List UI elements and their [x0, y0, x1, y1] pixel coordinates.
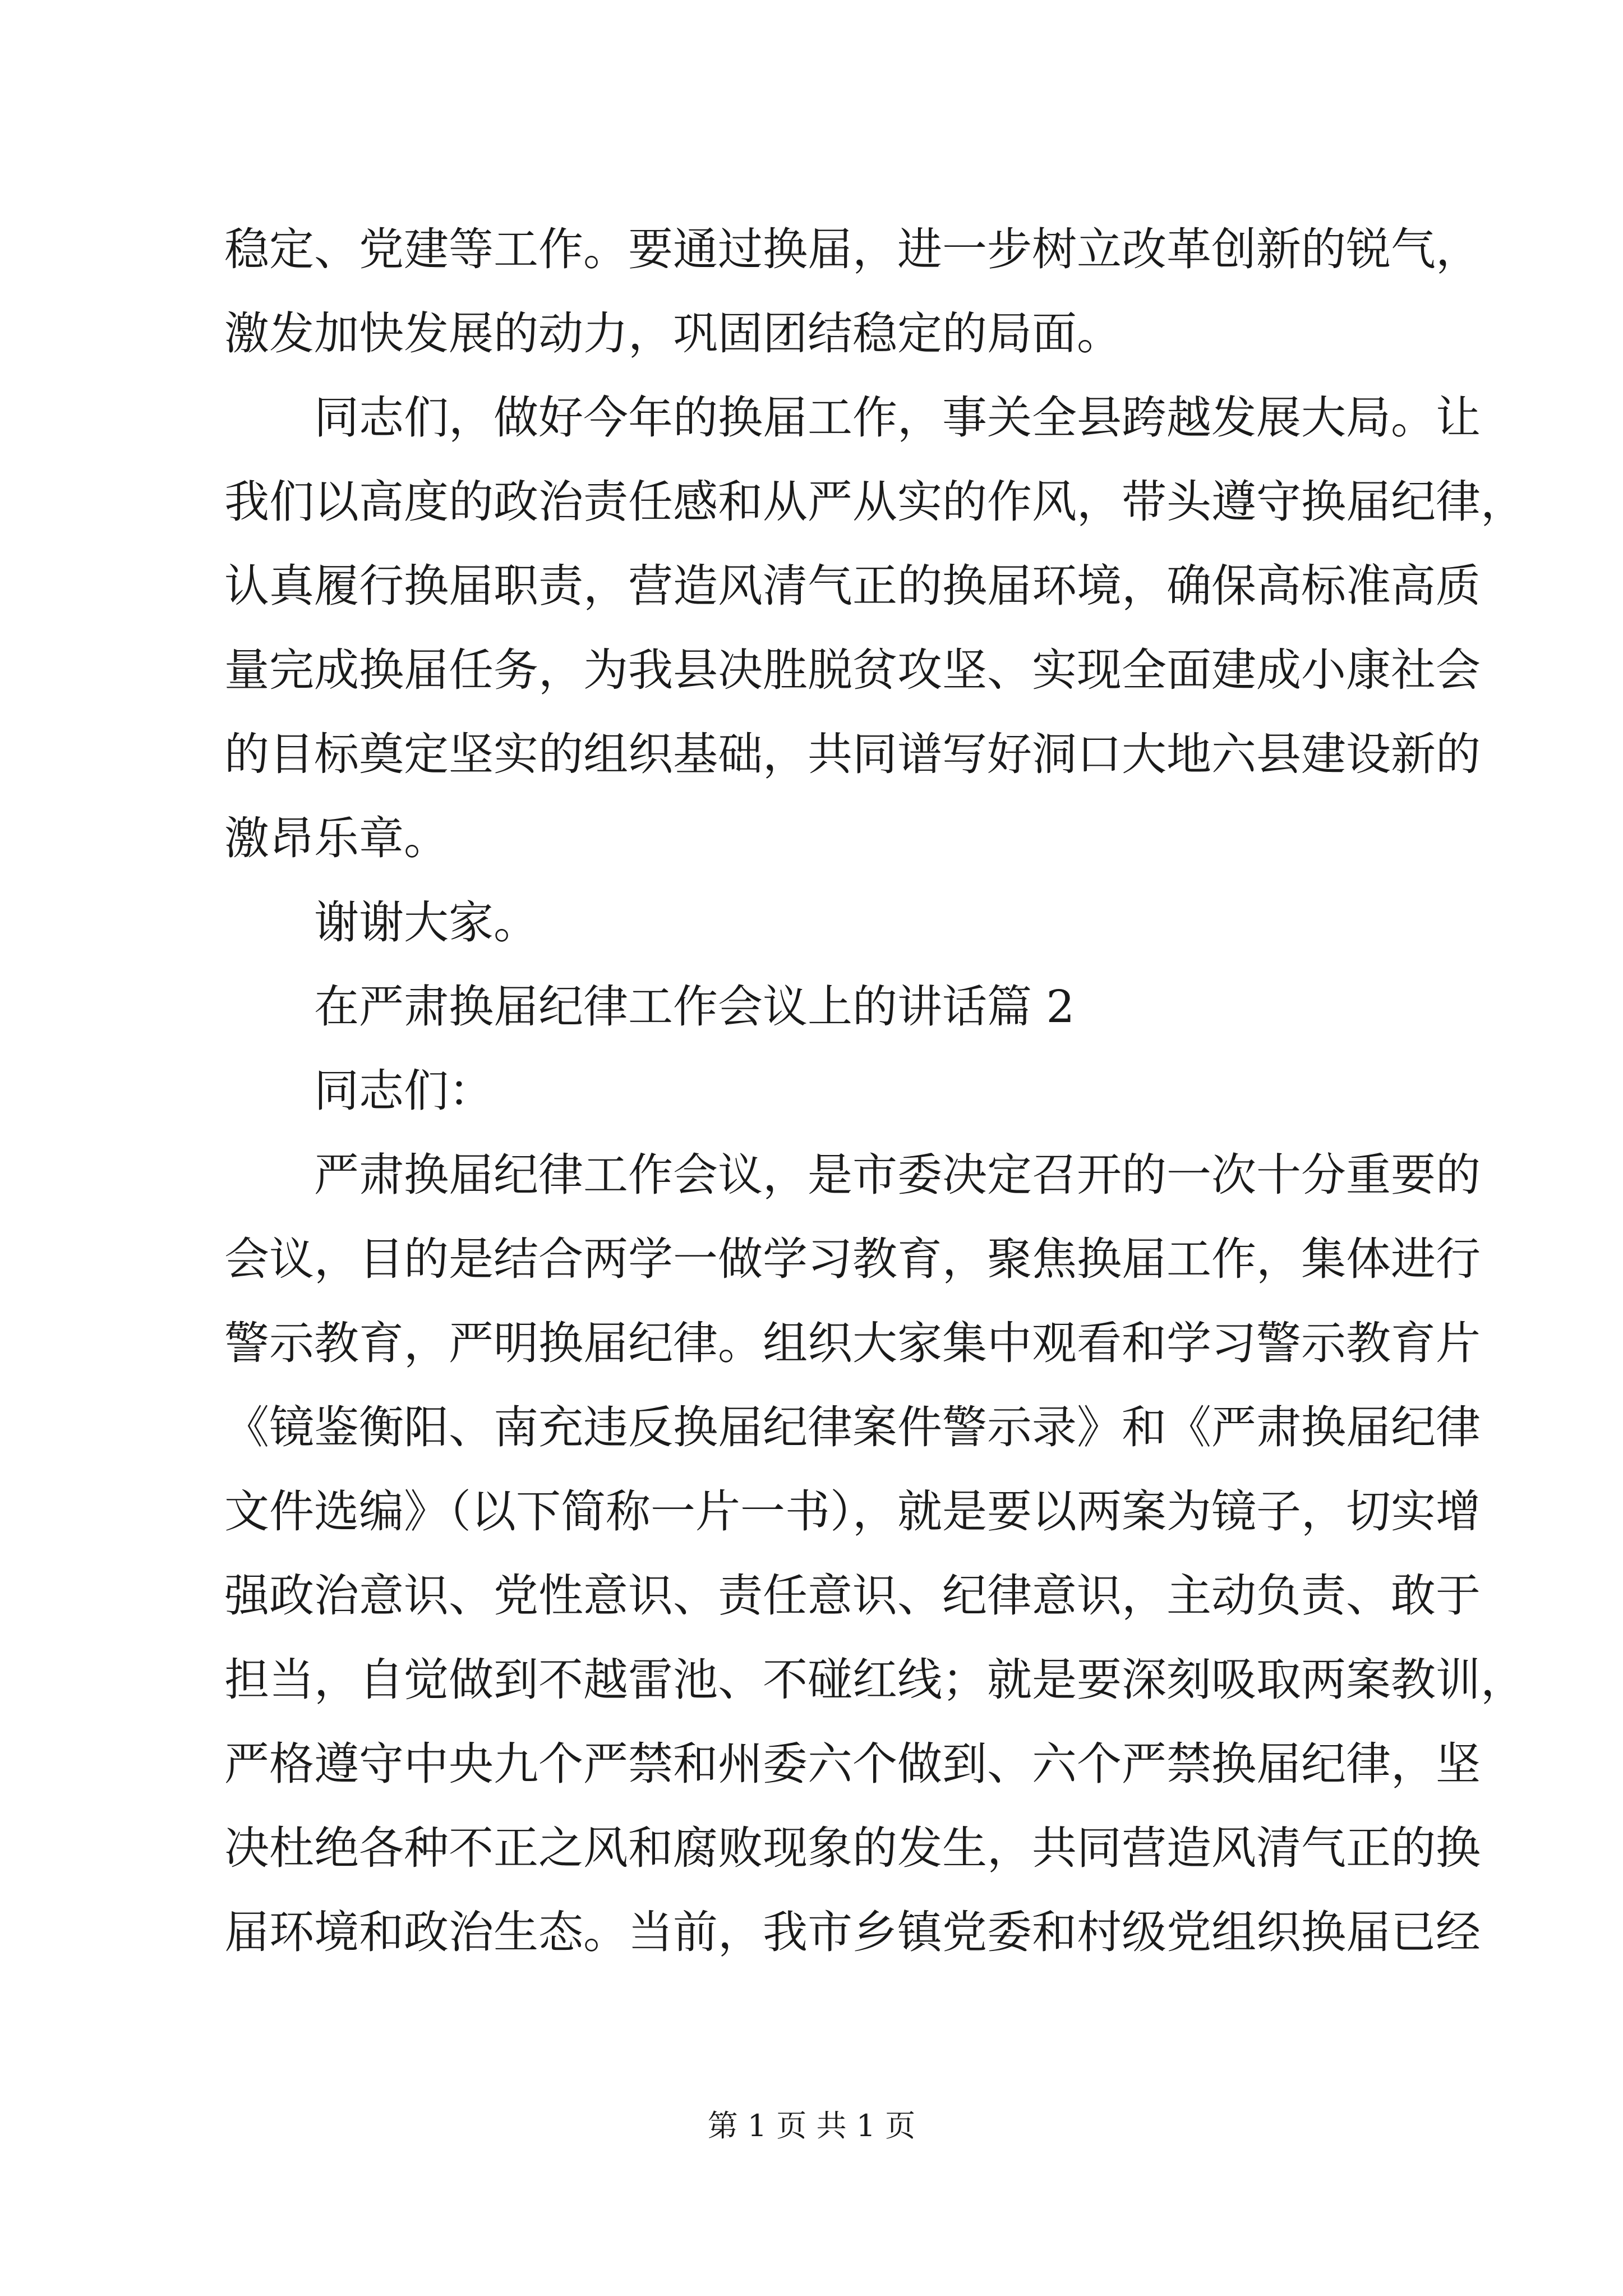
text-line: 激发加快发展的动力，巩固团结稳定的局面。: [224, 307, 1122, 360]
text-line: 《镜鉴衡阳、南充违反换届纪律案件警示录》和《严肃换届纪律: [224, 1401, 1481, 1453]
text-line: 激昂乐章。: [224, 812, 449, 864]
text-line: 文件选编》（以下简称一片一书），就是要以两案为镜子，切实增: [224, 1485, 1481, 1538]
salutation: 同志们：: [314, 1065, 494, 1117]
text-line: 严肃换届纪律工作会议，是市委决定召开的一次十分重要的: [314, 1149, 1481, 1201]
document-body: [224, 208, 1525, 1975]
closing-line: 谢谢大家。: [314, 896, 538, 949]
text-line: 同志们，做好今年的换届工作，事关全县跨越发展大局。让: [314, 392, 1481, 444]
text-line: 的目标奠定坚实的组织基础，共同谱写好洞口大地六县建设新的: [224, 728, 1481, 780]
text-line: 届环境和政治生态。当前，我市乡镇党委和村级党组织换届已经: [224, 1906, 1481, 1958]
text-line: 严格遵守中央九个严禁和州委六个做到、六个严禁换届纪律，坚: [224, 1738, 1481, 1790]
text-line: 认真履行换届职责，营造风清气正的换届环境，确保高标准高质: [224, 560, 1481, 612]
text-line: 担当，自觉做到不越雷池、不碰红线；就是要深刻吸取两案教训，: [224, 1654, 1525, 1706]
text-line: 稳定、党建等工作。要通过换届，进一步树立改革创新的锐气，: [224, 223, 1481, 275]
text-line: 强政治意识、党性意识、责任意识、纪律意识，主动负责、敢于: [224, 1570, 1481, 1622]
text-line: 会议，目的是结合两学一做学习教育，聚焦换届工作，集体进行: [224, 1233, 1481, 1285]
text-line: 决杜绝各种不正之风和腐败现象的发生，共同营造风清气正的换: [224, 1822, 1481, 1874]
page-number-footer: 第 1 页 共 1 页: [707, 2108, 916, 2143]
text-line: 我们以高度的政治责任感和从严从实的作风，带头遵守换届纪律，: [224, 476, 1525, 528]
text-line: 量完成换届任务，为我县决胜脱贫攻坚、实现全面建成小康社会: [224, 644, 1481, 696]
text-line: 警示教育，严明换届纪律。组织大家集中观看和学习警示教育片: [224, 1317, 1481, 1369]
section-title: 在严肃换届纪律工作会议上的讲话篇 2: [314, 981, 1075, 1033]
